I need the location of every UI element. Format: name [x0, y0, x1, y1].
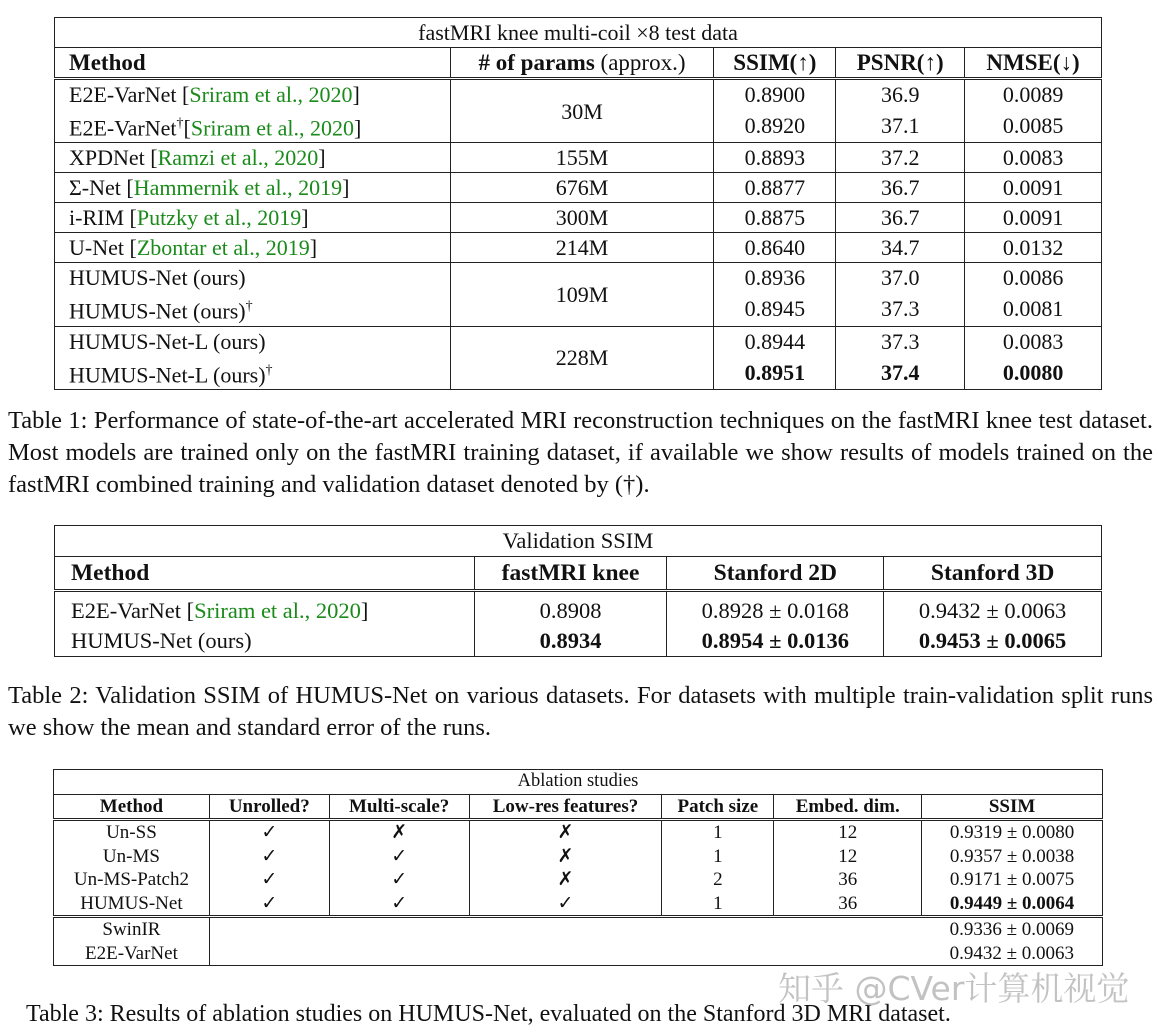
citation-link[interactable]: Sriram et al., 2020 [194, 598, 361, 623]
check-icon: ✓ [209, 845, 329, 869]
header-params: # of params (approx.) [450, 48, 714, 79]
table-2-title: Validation SSIM [55, 526, 1102, 557]
table-3 [53, 769, 1103, 966]
citation-link[interactable]: Hammernik et al., 2019 [133, 175, 343, 201]
table-row: HUMUS-Net (ours) 109M 0.8936 37.0 0.0086 [55, 263, 1102, 293]
header-stanford-3d: Stanford 3D [884, 557, 1102, 591]
table-row: E2E-VarNet [Sriram et al., 2020] 30M 0.8900 36.9 0.0089 [55, 79, 1102, 110]
header-method: Method [54, 794, 210, 820]
header-psnr: PSNR(↑) [836, 48, 965, 79]
table-row: E2E-VarNet 0.9432 ± 0.0063 [54, 942, 1103, 966]
check-icon: ✓ [469, 892, 662, 917]
table-1-caption: Table 1: Performance of state-of-the-art accelerated MRI reconstruction techniques on the fastMRI knee test dataset. Most models are trained only on the fastMRI training dataset, if available we show results of models trained on the fastMRI combined training and validation dataset denoted by (†). [8, 407, 1153, 498]
header-embed: Embed. dim. [774, 794, 922, 820]
citation-link[interactable]: Zbontar et al., 2019 [136, 235, 310, 261]
header-method: Method [55, 48, 451, 79]
check-icon: ✓ [209, 820, 329, 845]
table-row: HUMUS-Net-L (ours) 228M 0.8944 37.3 0.0083 [55, 326, 1102, 356]
table-row: HUMUS-Net-L (ours)† 0.8951 37.4 0.0080 [55, 356, 1102, 390]
header-nmse: NMSE(↓) [965, 48, 1102, 79]
citation-link[interactable]: Sriram et al., 2020 [189, 82, 353, 107]
table-2 [54, 525, 1102, 657]
table-row: XPDNet [Ramzi et al., 2020] 155M 0.8893 37.2 0.0083 [55, 143, 1102, 173]
table-1 [54, 17, 1102, 390]
header-method: Method [55, 557, 475, 591]
table-row: HUMUS-Net (ours) 0.8934 0.8954 ± 0.0136 0.9453 ± 0.0065 [55, 626, 1102, 657]
table-row: SwinIR 0.9336 ± 0.0069 [54, 917, 1103, 942]
table-1-title: fastMRI knee multi-coil ×8 test data [55, 18, 1102, 48]
params-cell: 30M [450, 79, 714, 143]
header-lowres: Low-res features? [469, 794, 662, 820]
check-icon: ✓ [329, 892, 469, 917]
header-stanford-2d: Stanford 2D [667, 557, 884, 591]
watermark: 知乎 @CVer计算机视觉 [778, 969, 1130, 1008]
header-unrolled: Unrolled? [209, 794, 329, 820]
table-row: E2E-VarNet†[Sriram et al., 2020] 0.8920 37.1 0.0085 [55, 109, 1102, 143]
check-icon: ✓ [209, 892, 329, 917]
table-row: HUMUS-Net ✓ ✓ ✓ 1 36 0.9449 ± 0.0064 [54, 892, 1103, 917]
header-ssim: SSIM [922, 794, 1103, 820]
table-row: Un-MS-Patch2 ✓ ✓ ✗ 2 36 0.9171 ± 0.0075 [54, 868, 1103, 892]
table-row: i-RIM [Putzky et al., 2019] 300M 0.8875 36.7 0.0091 [55, 203, 1102, 233]
table-row: U-Net [Zbontar et al., 2019] 214M 0.8640 34.7 0.0132 [55, 233, 1102, 263]
table-row: Un-MS ✓ ✓ ✗ 1 12 0.9357 ± 0.0038 [54, 845, 1103, 869]
cross-icon: ✗ [329, 820, 469, 845]
header-ssim: SSIM(↑) [714, 48, 836, 79]
check-icon: ✓ [209, 868, 329, 892]
table-row: Un-SS ✓ ✗ ✗ 1 12 0.9319 ± 0.0080 [54, 820, 1103, 845]
table-row: Σ-Net [Hammernik et al., 2019] 676M 0.8877 36.7 0.0091 [55, 173, 1102, 203]
header-multiscale: Multi-scale? [329, 794, 469, 820]
citation-link[interactable]: Ramzi et al., 2020 [157, 145, 319, 171]
citation-link[interactable]: Putzky et al., 2019 [136, 205, 302, 231]
table-row: HUMUS-Net (ours)† 0.8945 37.3 0.0081 [55, 292, 1102, 326]
cross-icon: ✗ [469, 820, 662, 845]
citation-link[interactable]: Sriram et al., 2020 [190, 115, 354, 141]
table-row: E2E-VarNet [Sriram et al., 2020] 0.8908 0.8928 ± 0.0168 0.9432 ± 0.0063 [55, 591, 1102, 627]
header-patch: Patch size [662, 794, 774, 820]
table-2-caption: Table 2: Validation SSIM of HUMUS-Net on various datasets. For datasets with multiple train-validation split runs we show the mean and standard error of the runs. [8, 682, 1153, 741]
header-fastmri: fastMRI knee [474, 557, 667, 591]
table-3-title: Ablation studies [54, 770, 1103, 795]
table-3-caption: Table 3: Results of ablation studies on HUMUS-Net, evaluated on the Stanford 3D MRI dataset. [26, 1001, 951, 1027]
cross-icon: ✗ [469, 845, 662, 869]
check-icon: ✓ [329, 845, 469, 869]
check-icon: ✓ [329, 868, 469, 892]
cross-icon: ✗ [469, 868, 662, 892]
